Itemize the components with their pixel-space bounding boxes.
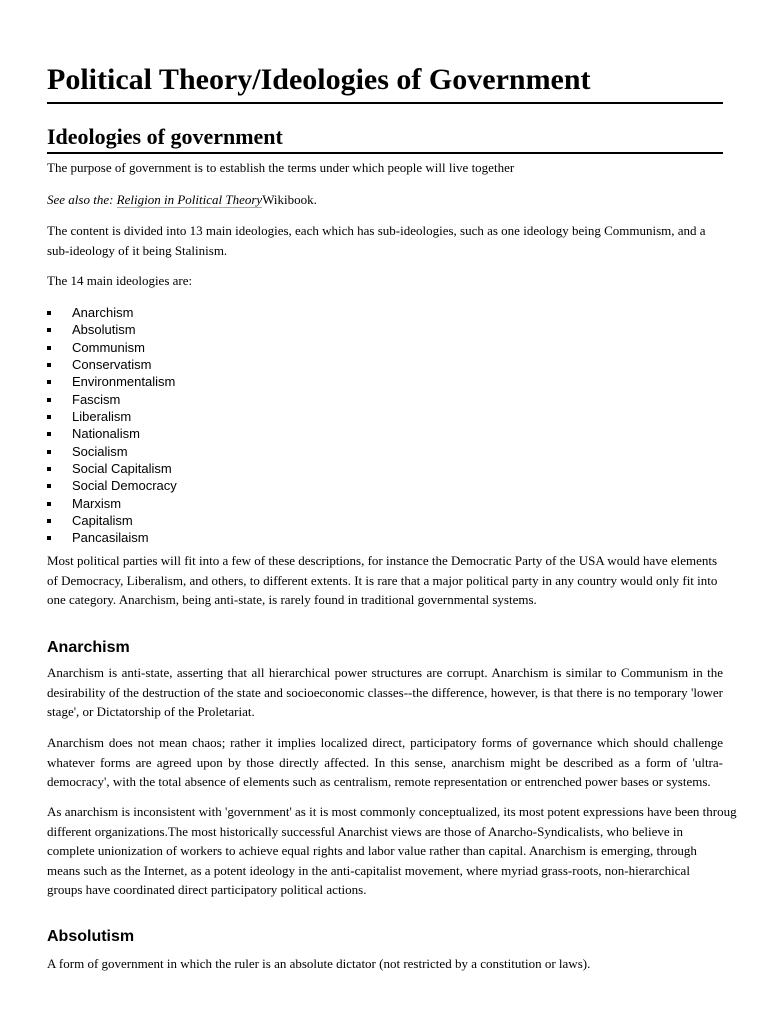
anarchism-p3-first-line: As anarchism is inconsistent with 'government' as it is most commonly conceptualized, its most potent expressions have been throug: [47, 804, 737, 819]
section-heading-block: [47, 123, 723, 154]
anarchism-paragraph-2: Anarchism does not mean chaos; rather it implies localized direct, participatory forms of governance which should challenge whatever forms are agreed upon by those directly affected. In this sense, anarchism might be described as a form of 'ultra-democracy', with the total absence of elements such as centralism, remote representation or entrenched power bases or systems.: [47, 735, 723, 789]
list-item: Absolutism: [47, 321, 723, 338]
see-also-suffix: Wikibook.: [262, 192, 317, 207]
page-title: Political Theory/Ideologies of Government: [47, 62, 723, 104]
anarchism-heading: Anarchism: [47, 639, 130, 656]
religion-link[interactable]: Religion in Political Theory: [116, 192, 263, 207]
list-item: Social Capitalism: [47, 460, 723, 477]
absolutism-paragraph: A form of government in which the ruler is an absolute dictator (not restricted by a constitution or laws).: [47, 956, 591, 971]
parties-paragraph: Most political parties will fit into a few of these descriptions, for instance the Democratic Party of the USA would have elements of Democracy, Liberalism, and others, to different extents. It is rare that a major political party in any country would only fit into one category. Anarchism, being anti-state, is rarely found in traditional governmental systems.: [47, 553, 718, 607]
list-item: Pancasilaism: [47, 529, 723, 546]
ideology-list: [47, 304, 723, 547]
list-item: Environmentalism: [47, 373, 723, 390]
see-also-paragraph: [47, 190, 723, 210]
list-item: Nationalism: [47, 425, 723, 442]
anarchism-paragraph-3: [47, 802, 747, 900]
page-title-block: [47, 62, 723, 104]
list-item: Conservatism: [47, 356, 723, 373]
list-item: Marxism: [47, 495, 723, 512]
list-item: Liberalism: [47, 408, 723, 425]
section-heading: Ideologies of government: [47, 123, 723, 154]
list-intro: The 14 main ideologies are:: [47, 273, 193, 288]
intro-paragraph: The purpose of government is to establish the terms under which people will live together: [47, 160, 515, 175]
absolutism-heading: Absolutism: [47, 928, 135, 945]
anarchism-paragraph-1: Anarchism is anti-state, asserting that all hierarchical power structures are corrupt. Anarchism is similar to Communism in the desirability of the destruction of the state and socioeconomic classes--the difference, however, is that there is no temporary 'lower stage', or Dictatorship of the Proletariat.: [47, 665, 723, 719]
list-item: Social Democracy: [47, 477, 723, 494]
list-item: Capitalism: [47, 512, 723, 529]
content-paragraph: The content is divided into 13 main ideologies, each which has sub-ideologies, such as one ideology being Communism, and a sub-ideology of it being Stalinism.: [47, 223, 706, 258]
list-item: Socialism: [47, 443, 723, 460]
list-item: Fascism: [47, 391, 723, 408]
see-also-prefix: See also the:: [47, 192, 117, 207]
list-item: Anarchism: [47, 304, 723, 321]
anarchism-p3-rest: different organizations.The most historically successful Anarchist views are those of Anarcho-Syndicalists, who believe in complete unionization of workers to achieve equal rights and labor value rather than capital. Anarchism is emerging, through means such as the Internet, as a potent ideology in the anti-capitalist movement, where myriad grass-roots, non-hierarchical groups have coordinated direct participatory political actions.: [47, 823, 697, 897]
list-item: Communism: [47, 339, 723, 356]
